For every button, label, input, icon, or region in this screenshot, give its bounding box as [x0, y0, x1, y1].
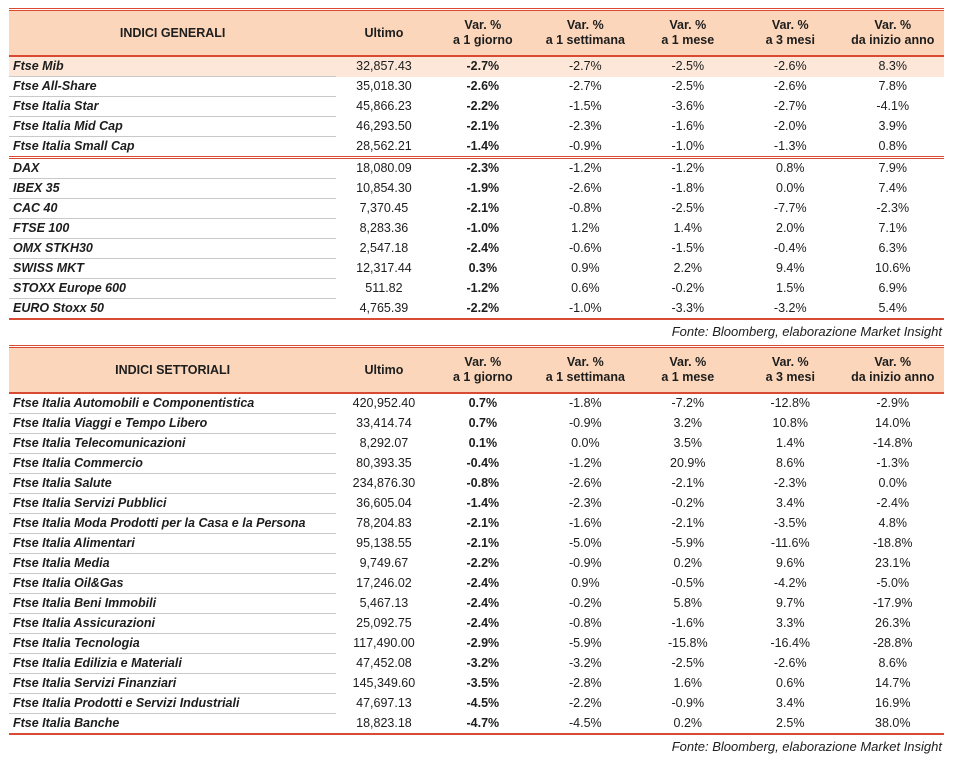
- header-line-1: Var. %: [771, 18, 809, 32]
- ultimo-value: 4,765.39: [359, 300, 409, 315]
- var-value: -2.9%: [876, 396, 910, 411]
- var-value: -0.2%: [671, 281, 705, 295]
- var-value: -18.8%: [872, 536, 913, 550]
- var-value: 10.6%: [875, 261, 911, 275]
- index-name: SWISS MKT: [9, 259, 336, 279]
- ultimo-value: 95,138.55: [356, 536, 412, 550]
- var-value: -4.5%: [568, 715, 602, 730]
- table-title: INDICI GENERALI: [9, 10, 336, 57]
- var-value: 9.6%: [776, 556, 805, 570]
- var-value: 0.9%: [571, 261, 600, 275]
- indici-generali-table: [9, 8, 944, 320]
- index-row: [9, 259, 944, 279]
- ultimo-value: 47,697.13: [356, 696, 412, 710]
- header-line-2: da inizio anno: [851, 33, 935, 47]
- var-value: -1.6%: [671, 616, 705, 630]
- var-value: -3.2%: [773, 300, 807, 315]
- var-value: -2.2%: [466, 556, 500, 570]
- index-row: [9, 299, 944, 320]
- header-line-1: Var. %: [566, 355, 604, 369]
- col-header-var-3-mesi: [739, 10, 841, 57]
- index-row: [9, 414, 944, 434]
- var-value: -0.9%: [671, 696, 705, 710]
- table-title: INDICI SETTORIALI: [9, 347, 336, 394]
- var-value: -2.1%: [466, 516, 500, 530]
- var-value: -12.8%: [770, 396, 811, 411]
- index-row: [9, 137, 944, 158]
- var-value: -3.2%: [466, 656, 500, 670]
- var-value: -7.7%: [773, 201, 807, 215]
- var-value: -1.3%: [773, 138, 807, 153]
- var-value: -4.1%: [876, 99, 910, 113]
- index-name: Ftse Italia Beni Immobili: [9, 594, 336, 614]
- var-value: -2.1%: [671, 516, 705, 530]
- ultimo-value: 47,452.08: [356, 656, 412, 670]
- var-value: -2.6%: [466, 79, 500, 93]
- var-value: -0.5%: [671, 576, 705, 590]
- var-value: -1.0%: [568, 300, 602, 315]
- ultimo-value: 420,952.40: [352, 396, 416, 411]
- var-value: -2.4%: [466, 576, 500, 590]
- ultimo-value: 9,749.67: [359, 556, 409, 570]
- var-value: -1.6%: [568, 516, 602, 530]
- var-value: -2.1%: [466, 119, 500, 133]
- index-name: Ftse Italia Mid Cap: [9, 117, 336, 137]
- var-value: -11.6%: [770, 536, 810, 550]
- index-name: IBEX 35: [9, 179, 336, 199]
- col-header-var-1-mese: [637, 347, 739, 394]
- var-value: 1.4%: [776, 436, 805, 450]
- var-value: 8.6%: [776, 456, 805, 470]
- var-value: -2.8%: [568, 676, 602, 690]
- var-value: -2.1%: [671, 476, 705, 490]
- index-row: [9, 474, 944, 494]
- ultimo-value: 234,876.30: [352, 476, 416, 490]
- index-name: Ftse Italia Alimentari: [9, 534, 336, 554]
- var-value: -0.4%: [466, 456, 500, 470]
- var-value: -5.9%: [671, 536, 705, 550]
- var-value: -4.7%: [466, 715, 500, 730]
- index-name: STOXX Europe 600: [9, 279, 336, 299]
- var-value: 0.3%: [468, 261, 498, 275]
- index-name: Ftse Italia Banche: [9, 714, 336, 735]
- var-value: -2.3%: [568, 496, 602, 510]
- var-value: -2.5%: [671, 201, 705, 215]
- col-header-var-1-settimana: [534, 10, 636, 57]
- var-value: -2.1%: [466, 201, 500, 215]
- var-value: 1.6%: [673, 676, 703, 690]
- ultimo-value: 36,605.04: [356, 496, 412, 510]
- var-value: -2.3%: [876, 201, 910, 215]
- ultimo-value: 33,414.74: [356, 416, 412, 430]
- var-value: -1.2%: [466, 281, 500, 295]
- var-value: 26.3%: [875, 616, 911, 630]
- index-name: Ftse Italia Servizi Finanziari: [9, 674, 336, 694]
- ultimo-value: 35,018.30: [356, 79, 412, 93]
- var-value: 38.0%: [875, 715, 911, 730]
- var-value: 3.5%: [673, 436, 703, 450]
- fonte-note-settoriali: Fonte: Bloomberg, elaborazione Market Insight: [671, 739, 942, 754]
- var-value: -5.0%: [568, 536, 602, 550]
- index-name: Ftse Italia Automobili e Componentistica: [9, 393, 336, 414]
- index-row: [9, 117, 944, 137]
- index-name: Ftse Italia Moda Prodotti per la Casa e la Persona: [9, 514, 336, 534]
- var-value: -17.9%: [872, 596, 913, 610]
- var-value: -2.7%: [432, 56, 534, 77]
- var-value: -1.8%: [671, 181, 705, 195]
- index-row: [9, 534, 944, 554]
- var-value: 14.7%: [875, 676, 911, 690]
- index-name: Ftse Italia Edilizia e Materiali: [9, 654, 336, 674]
- var-value: -2.2%: [568, 696, 602, 710]
- index-row: [9, 158, 944, 179]
- header-line-2: a 1 mese: [661, 370, 715, 384]
- var-value: -2.1%: [466, 536, 500, 550]
- var-value: 1.2%: [571, 221, 600, 235]
- index-name: Ftse Italia Commercio: [9, 454, 336, 474]
- var-value: 6.3%: [878, 241, 907, 255]
- var-value: 2.5%: [776, 715, 805, 730]
- var-value: -2.6%: [773, 656, 807, 670]
- index-row: [9, 77, 944, 97]
- ultimo-value: 80,393.35: [356, 456, 412, 470]
- var-value: -2.7%: [534, 56, 636, 77]
- index-name: Ftse Italia Telecomunicazioni: [9, 434, 336, 454]
- var-value: -1.2%: [534, 158, 636, 179]
- ultimo-value: 18,823.18: [356, 715, 412, 730]
- header-line-2: a 3 mesi: [765, 370, 815, 384]
- var-value: -3.5%: [773, 516, 807, 530]
- var-value: -1.6%: [671, 119, 705, 133]
- var-value: -15.8%: [667, 636, 708, 650]
- ultimo-value: 17,246.02: [356, 576, 412, 590]
- header-line-2: da inizio anno: [851, 370, 935, 384]
- var-value: -2.5%: [671, 79, 705, 93]
- var-value: 3.4%: [776, 696, 805, 710]
- header-line-2: a 1 settimana: [545, 370, 625, 384]
- var-value: -28.8%: [872, 636, 913, 650]
- var-value: 0.2%: [673, 715, 703, 730]
- index-row: [9, 714, 944, 735]
- var-value: 5.8%: [673, 596, 703, 610]
- header-line-2: a 1 giorno: [452, 370, 513, 384]
- ultimo-value: 145,349.60: [352, 676, 416, 690]
- var-value: -0.8%: [568, 201, 602, 215]
- var-value: -1.2%: [637, 158, 739, 179]
- index-name: Ftse Italia Servizi Pubblici: [9, 494, 336, 514]
- ultimo-value: 5,467.13: [359, 596, 409, 610]
- var-value: -2.7%: [773, 99, 807, 113]
- var-value: -4.2%: [773, 576, 807, 590]
- header-line-1: Var. %: [669, 18, 707, 32]
- ultimo-value: 78,204.83: [356, 516, 412, 530]
- index-name: Ftse Italia Salute: [9, 474, 336, 494]
- var-value: -1.5%: [671, 241, 705, 255]
- var-value: -0.9%: [568, 556, 602, 570]
- ultimo-value: 2,547.18: [359, 241, 409, 255]
- var-value: 9.7%: [776, 596, 805, 610]
- var-value: -3.3%: [671, 300, 705, 315]
- ultimo-value: 117,490.00: [353, 636, 415, 650]
- index-row: [9, 614, 944, 634]
- index-row: [9, 654, 944, 674]
- index-row: [9, 494, 944, 514]
- header-line-2: a 1 giorno: [452, 33, 513, 47]
- var-value: 0.8%: [739, 158, 841, 179]
- ultimo-value: 32,857.43: [336, 56, 431, 77]
- var-value: -16.4%: [770, 636, 811, 650]
- header-line-1: Var. %: [566, 18, 604, 32]
- header-line-1: Var. %: [771, 355, 809, 369]
- index-row: [9, 434, 944, 454]
- index-row: [9, 179, 944, 199]
- var-value: 14.0%: [875, 416, 911, 430]
- index-name: Ftse Italia Assicurazioni: [9, 614, 336, 634]
- var-value: 0.0%: [878, 476, 907, 490]
- var-value: 7.9%: [841, 158, 944, 179]
- index-name: Ftse Italia Oil&Gas: [9, 574, 336, 594]
- col-header-var-1-settimana: [534, 347, 636, 394]
- var-value: -3.5%: [466, 676, 500, 690]
- var-value: 7.1%: [878, 221, 907, 235]
- ultimo-value: 12,317.44: [356, 261, 412, 275]
- var-value: 0.0%: [571, 436, 600, 450]
- var-value: -2.5%: [637, 56, 739, 77]
- index-row: [9, 56, 944, 77]
- var-value: -2.2%: [466, 300, 500, 315]
- var-value: 0.6%: [571, 281, 600, 295]
- var-value: -0.8%: [466, 476, 500, 490]
- var-value: -0.6%: [568, 241, 602, 255]
- var-value: 3.4%: [776, 496, 805, 510]
- index-row: [9, 574, 944, 594]
- var-value: 0.7%: [468, 416, 498, 430]
- var-value: 0.0%: [776, 181, 805, 195]
- var-value: -5.0%: [876, 576, 910, 590]
- index-row: [9, 199, 944, 219]
- var-value: -1.9%: [466, 181, 500, 195]
- ultimo-value: 46,293.50: [356, 119, 412, 133]
- var-value: -0.9%: [568, 138, 602, 153]
- ultimo-value: 28,562.21: [356, 138, 412, 153]
- var-value: -1.5%: [568, 99, 602, 113]
- ultimo-value: 8,292.07: [359, 436, 409, 450]
- index-row: [9, 239, 944, 259]
- index-name: Ftse Italia Media: [9, 554, 336, 574]
- col-header-var-1-giorno: [432, 10, 534, 57]
- var-value: 10.8%: [772, 416, 808, 430]
- col-header-var-inizio-anno: [841, 10, 944, 57]
- index-row: [9, 694, 944, 714]
- var-value: -3.6%: [671, 99, 705, 113]
- ultimo-value: 45,866.23: [356, 99, 412, 113]
- var-value: -2.6%: [568, 476, 602, 490]
- var-value: -1.4%: [466, 138, 500, 153]
- header-line-2: a 1 mese: [661, 33, 715, 47]
- col-header-ultimo: Ultimo: [336, 10, 431, 57]
- var-value: -2.0%: [773, 119, 807, 133]
- var-value: 6.9%: [878, 281, 907, 295]
- header-line-1: Var. %: [669, 355, 707, 369]
- header-row: [9, 10, 944, 57]
- header-line-2: a 3 mesi: [765, 33, 815, 47]
- index-name: CAC 40: [9, 199, 336, 219]
- ultimo-value: 8,283.36: [359, 221, 409, 235]
- var-value: -2.3%: [432, 158, 534, 179]
- index-name: DAX: [9, 158, 336, 179]
- var-value: -1.4%: [466, 496, 500, 510]
- var-value: 0.8%: [878, 138, 907, 153]
- var-value: 0.1%: [468, 436, 498, 450]
- index-name: OMX STKH30: [9, 239, 336, 259]
- index-name: Ftse Italia Small Cap: [9, 137, 336, 158]
- var-value: -2.4%: [466, 616, 500, 630]
- var-value: -2.6%: [739, 56, 841, 77]
- var-value: -2.4%: [876, 496, 910, 510]
- index-row: [9, 454, 944, 474]
- var-value: 3.9%: [878, 119, 907, 133]
- var-value: 2.2%: [673, 261, 703, 275]
- var-value: -7.2%: [671, 396, 705, 411]
- fonte-note-generali: Fonte: Bloomberg, elaborazione Market Insight: [671, 324, 942, 339]
- header-line-2: a 1 settimana: [545, 33, 625, 47]
- ultimo-value: 7,370.45: [359, 201, 409, 215]
- var-value: -1.0%: [466, 221, 500, 235]
- index-row: [9, 393, 944, 414]
- var-value: -2.6%: [773, 79, 807, 93]
- index-name: Ftse Italia Star: [9, 97, 336, 117]
- var-value: 9.4%: [776, 261, 805, 275]
- var-value: -0.8%: [568, 616, 602, 630]
- var-value: 20.9%: [670, 456, 706, 470]
- col-header-var-3-mesi: [739, 347, 841, 394]
- var-value: -3.2%: [568, 656, 602, 670]
- var-value: -2.6%: [568, 181, 602, 195]
- index-row: [9, 219, 944, 239]
- var-value: 4.8%: [878, 516, 907, 530]
- var-value: 8.3%: [841, 56, 944, 77]
- index-name: Ftse All-Share: [9, 77, 336, 97]
- var-value: -0.2%: [671, 496, 705, 510]
- var-value: -2.9%: [466, 636, 500, 650]
- var-value: -2.3%: [568, 119, 602, 133]
- var-value: 5.4%: [878, 300, 907, 315]
- var-value: -0.9%: [568, 416, 602, 430]
- index-name: Ftse Italia Prodotti e Servizi Industriali: [9, 694, 336, 714]
- var-value: -2.4%: [466, 241, 500, 255]
- var-value: 1.4%: [673, 221, 703, 235]
- var-value: -2.7%: [568, 79, 602, 93]
- var-value: -5.9%: [568, 636, 602, 650]
- index-row: [9, 554, 944, 574]
- ultimo-value: 18,080.09: [336, 158, 431, 179]
- var-value: 0.7%: [468, 396, 498, 411]
- index-row: [9, 674, 944, 694]
- header-line-1: Var. %: [874, 18, 912, 32]
- var-value: 0.6%: [776, 676, 805, 690]
- header-row: [9, 347, 944, 394]
- ultimo-value: 511.82: [365, 281, 403, 295]
- var-value: -2.3%: [773, 476, 807, 490]
- var-value: -2.4%: [466, 596, 500, 610]
- index-name: FTSE 100: [9, 219, 336, 239]
- index-row: [9, 634, 944, 654]
- var-value: -0.4%: [773, 241, 807, 255]
- var-value: -1.2%: [568, 456, 602, 470]
- var-value: -0.2%: [568, 596, 602, 610]
- var-value: 1.5%: [776, 281, 805, 295]
- header-line-1: Var. %: [464, 18, 502, 32]
- header-line-1: Var. %: [464, 355, 502, 369]
- var-value: 3.3%: [776, 616, 805, 630]
- var-value: -14.8%: [872, 436, 913, 450]
- col-header-var-inizio-anno: [841, 347, 944, 394]
- indici-settoriali-table: [9, 345, 944, 735]
- index-row: [9, 97, 944, 117]
- var-value: -1.8%: [568, 396, 602, 411]
- header-line-1: Var. %: [874, 355, 912, 369]
- index-row: [9, 514, 944, 534]
- index-name: Ftse Mib: [9, 56, 336, 77]
- var-value: -1.0%: [671, 138, 705, 153]
- index-name: EURO Stoxx 50: [9, 299, 336, 320]
- var-value: -2.5%: [671, 656, 705, 670]
- var-value: 23.1%: [875, 556, 911, 570]
- var-value: 0.9%: [571, 576, 600, 590]
- index-row: [9, 594, 944, 614]
- var-value: 8.6%: [878, 656, 907, 670]
- col-header-var-1-giorno: [432, 347, 534, 394]
- var-value: -1.3%: [876, 456, 910, 470]
- index-row: [9, 279, 944, 299]
- var-value: 7.4%: [878, 181, 907, 195]
- var-value: 3.2%: [673, 416, 703, 430]
- col-header-ultimo: Ultimo: [336, 347, 431, 394]
- index-name: Ftse Italia Viaggi e Tempo Libero: [9, 414, 336, 434]
- col-header-var-1-mese: [637, 10, 739, 57]
- var-value: 0.2%: [673, 556, 703, 570]
- ultimo-value: 10,854.30: [356, 181, 412, 195]
- var-value: 2.0%: [776, 221, 805, 235]
- var-value: -4.5%: [466, 696, 500, 710]
- ultimo-value: 25,092.75: [356, 616, 412, 630]
- var-value: -2.2%: [466, 99, 500, 113]
- index-name: Ftse Italia Tecnologia: [9, 634, 336, 654]
- var-value: 7.8%: [878, 79, 907, 93]
- var-value: 16.9%: [875, 696, 911, 710]
